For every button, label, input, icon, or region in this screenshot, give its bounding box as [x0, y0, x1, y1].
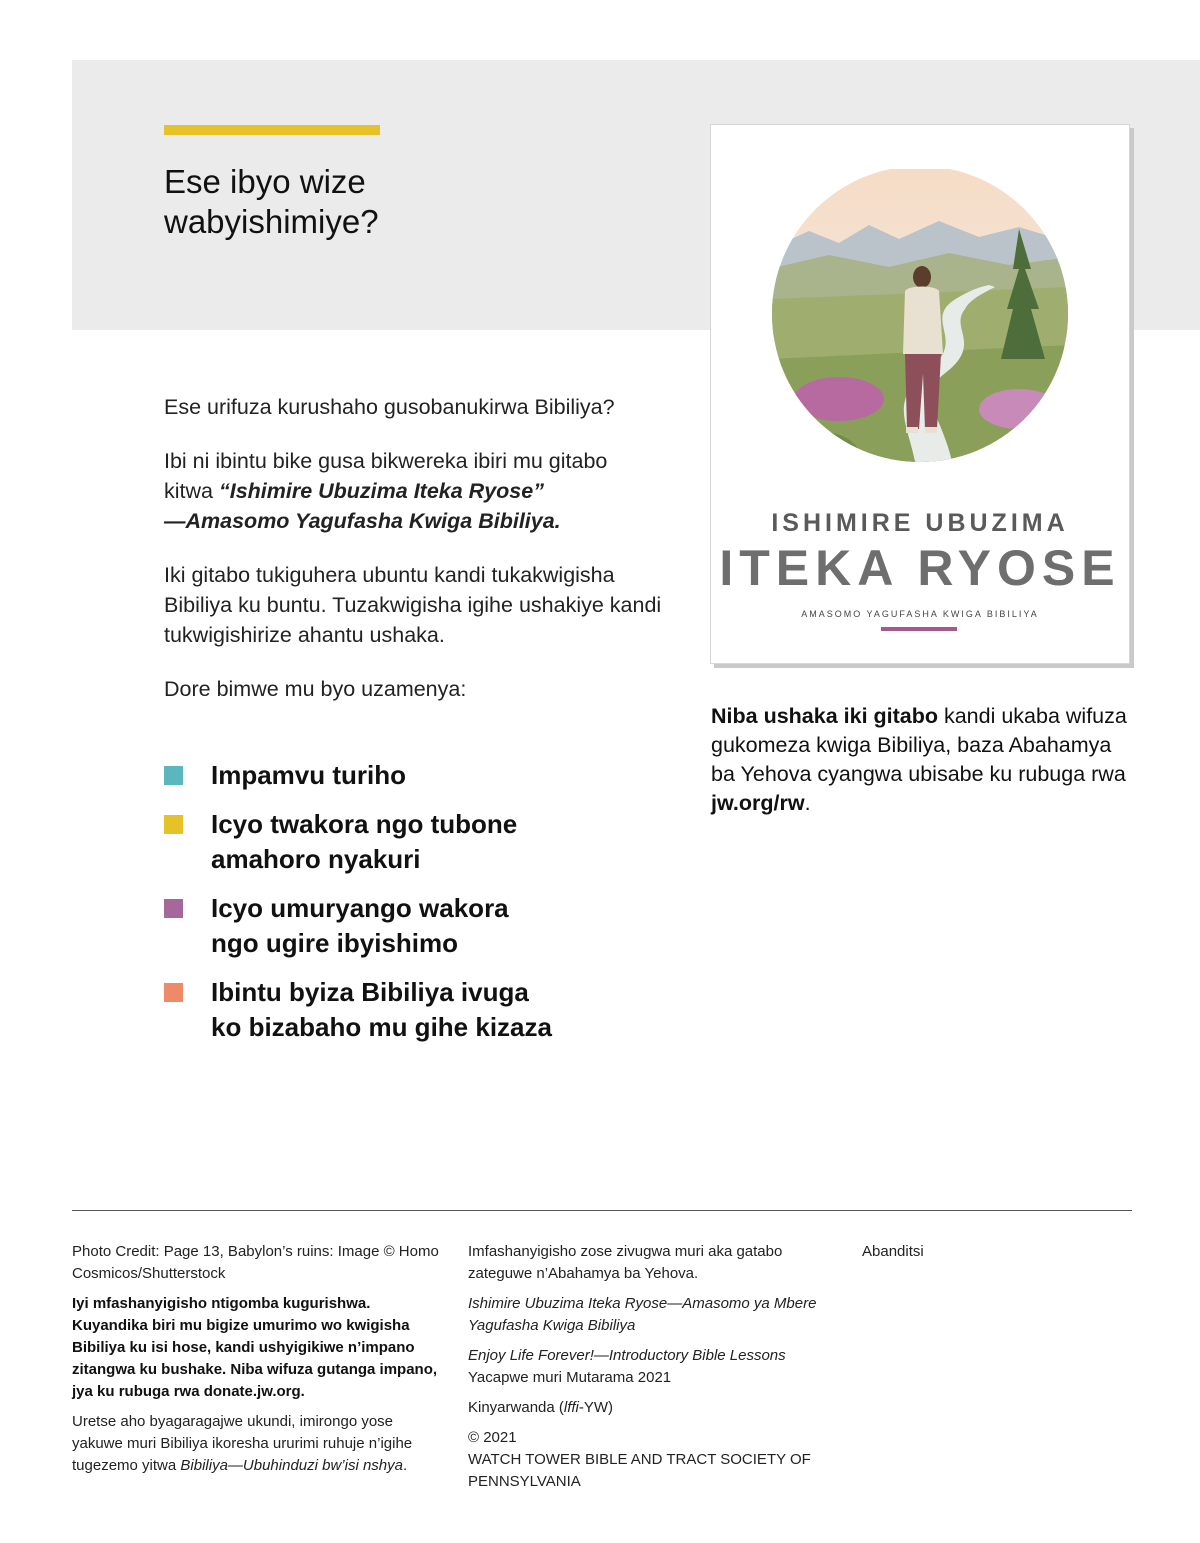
bible-translation-note: [72, 1411, 442, 1477]
photo-credit: Photo Credit: Page 13, Babylon’s ruins: Image © Homo Cosmicos/Shutterstock: [72, 1243, 439, 1282]
copyright: [468, 1427, 828, 1493]
topic-line1: Impamvu turiho: [211, 760, 407, 790]
edition-info: [468, 1345, 828, 1389]
page-title-line1: Ese ibyo wize: [164, 163, 366, 200]
intro-p2-kitwa: kitwa: [164, 479, 219, 503]
call-to-action: [711, 702, 1131, 818]
english-title: Enjoy Life Forever!—Introductory Bible Lessons: [468, 1347, 786, 1364]
intro-offer-paragraph: Iki gitabo tukiguhera ubuntu kandi tukakwigisha Bibiliya ku buntu. Tuzakwigisha igihe ushakiye kandi tukwigishirize ahantu ushaka.: [164, 563, 662, 647]
footer-column-1: [72, 1241, 442, 1485]
language-code: [468, 1397, 828, 1419]
accent-bar: [164, 125, 380, 135]
topic-line2: ko bizabaho mu gihe kizaza: [211, 1012, 552, 1042]
topic-line1: Ibintu byiza Bibiliya ivuga: [211, 977, 529, 1007]
cta-middle: kandi ukaba wifuza gukomeza kwiga Bibiliya, baza Abahamya ba Yehova cyangwa ubisabe ku rubuga rwa: [711, 704, 1127, 786]
topic-bullet-yellow: [164, 815, 183, 834]
footer-column-2: [468, 1241, 828, 1501]
topic-item: [164, 975, 684, 1045]
topic-line1: Icyo umuryango wakora: [211, 893, 509, 923]
footer-column-3: [862, 1241, 1062, 1271]
intro-text: [164, 392, 684, 728]
brochure-title: Ishimire Ubuzima Iteka Ryose—Amasomo ya Mbere Yagufasha Kwiga Bibiliya: [468, 1295, 817, 1334]
publishers-label: Abanditsi: [862, 1243, 924, 1260]
intro-p2-start: Ibi ni ibintu bike gusa bikwereka ibiri mu gitabo: [164, 449, 608, 473]
page-title-line2: wabyishimiye?: [164, 203, 379, 240]
topic-line2: amahoro nyakuri: [211, 844, 421, 874]
publisher-note: Imfashanyigisho zose zivugwa muri aka gatabo zateguwe n’Abahamya ba Yehova.: [468, 1243, 783, 1282]
page-title: [164, 162, 644, 242]
topics-list: [164, 758, 684, 1059]
topic-bullet-coral: [164, 983, 183, 1002]
cta-end: .: [804, 791, 811, 815]
bible-note-start: Uretse aho byagaragajwe ukundi, imirongo yose yakuwe muri Bibiliya ikoresha ururimi ruhuje n’igihe tugezemo yitwa: [72, 1413, 413, 1474]
topic-item: [164, 758, 684, 793]
intro-question: Ese urifuza kurushaho gusobanukirwa Bibiliya?: [164, 395, 615, 419]
cta-bold: Niba ushaka iki gitabo: [711, 704, 938, 728]
bible-note-end: .: [403, 1457, 408, 1474]
copyright-holder: WATCH TOWER BIBLE AND TRACT SOCIETY OF PENNSYLVANIA: [468, 1451, 811, 1490]
book-cover: [710, 124, 1130, 664]
book-title-quote: “Ishimire Ubuzima Iteka Ryose”: [218, 479, 544, 503]
topic-bullet-teal: [164, 766, 183, 785]
not-for-sale-notice: Iyi mfashanyigisho ntigomba kugurishwa. Kuyandika biri mu bigize umurimo wo kwigisha Bibiliya ku isi hose, kandi ushyigikiwe n’impano zitangwa ku bushake. Niba wifuza gutanga impano, jya ku rubuga rwa donate.jw.org.: [72, 1295, 438, 1400]
book-cover-illustration: [769, 169, 1071, 499]
topic-bullet-purple: [164, 899, 183, 918]
intro-book-paragraph: [164, 446, 684, 536]
language-name: Kinyarwanda (: [468, 1399, 564, 1416]
book-title-subtitle: —Amasomo Yagufasha Kwiga Bibiliya.: [164, 509, 561, 533]
printed-date: Yacapwe muri Mutarama 2021: [468, 1369, 672, 1386]
book-cover-title-big: ITEKA RYOSE: [719, 540, 1121, 596]
topic-item: [164, 891, 684, 961]
topic-line1: Icyo twakora ngo tubone: [211, 809, 518, 839]
book-cover-subtitle: AMASOMO YAGUFASHA KWIGA BIBILIYA: [801, 609, 1039, 619]
cta-link[interactable]: jw.org/rw: [711, 791, 805, 815]
book-cover-title-small: ISHIMIRE UBUZIMA: [771, 509, 1069, 537]
bible-note-title: Bibiliya—Ubuhinduzi bw’isi nshya: [180, 1457, 403, 1474]
topic-line2: ngo ugire ibyishimo: [211, 928, 459, 958]
intro-topics-lead: Dore bimwe mu byo uzamenya:: [164, 677, 467, 701]
topic-item: [164, 807, 684, 877]
book-cover-rule: [881, 627, 957, 631]
footer-divider: [72, 1210, 1132, 1211]
copyright-year: © 2021: [468, 1429, 517, 1446]
language-suffix: -YW): [578, 1399, 614, 1416]
language-symbol: lffi: [563, 1399, 579, 1416]
